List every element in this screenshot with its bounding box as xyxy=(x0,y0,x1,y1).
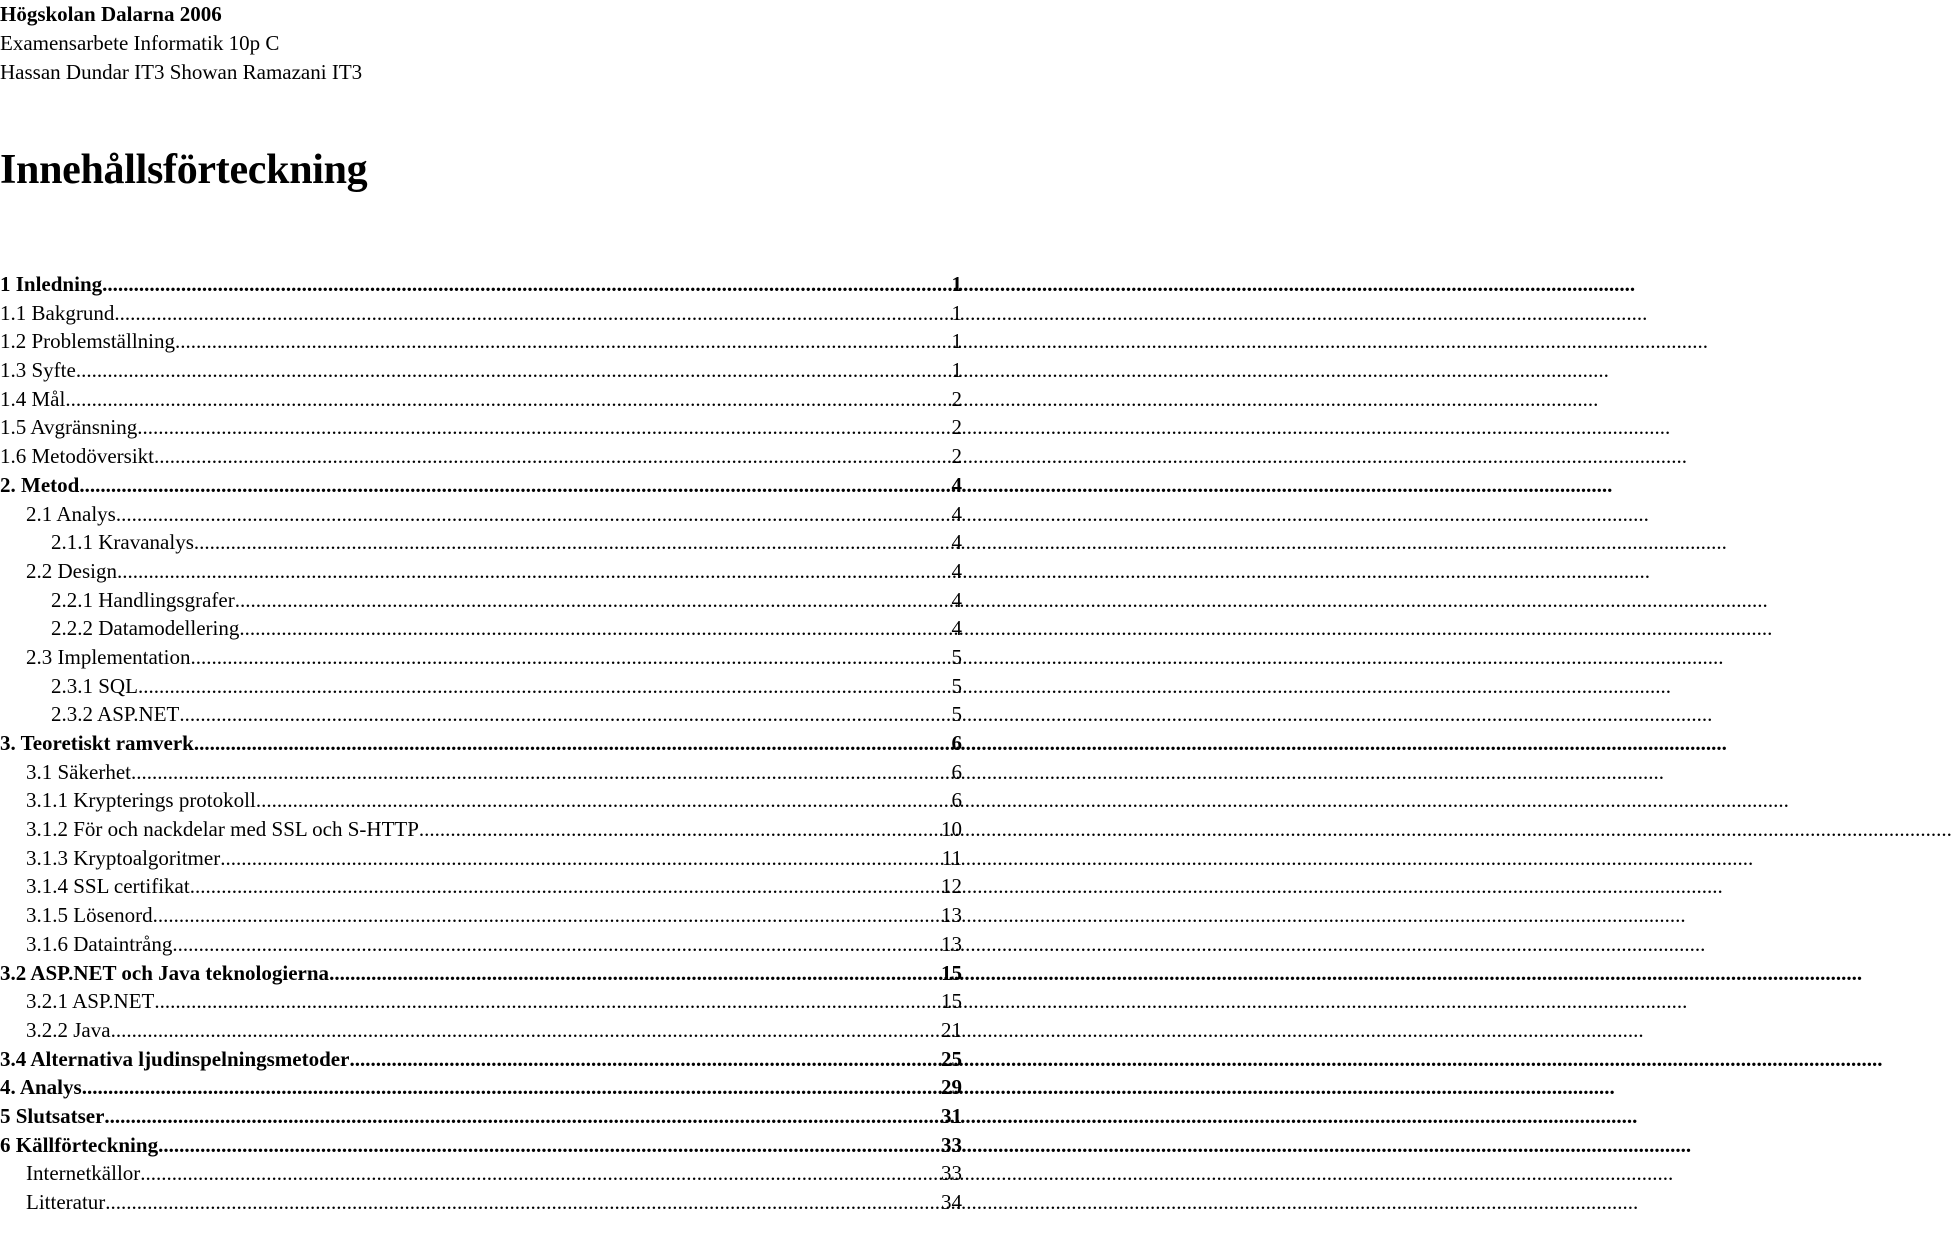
toc-dot-leader xyxy=(175,327,948,356)
toc-entry-label: 3.1.5 Lösenord xyxy=(26,903,153,928)
toc-entry-label: 2.3.1 SQL xyxy=(51,673,138,698)
toc-dot-leader xyxy=(154,987,937,1016)
toc-dot-leader xyxy=(82,1073,937,1102)
toc-dot-leader xyxy=(349,1045,937,1074)
toc-entry-label: 3.2 ASP.NET och Java teknologierna xyxy=(0,960,330,985)
toc-entry-page-number: 1 xyxy=(951,272,962,296)
toc-entry-page-number: 2 xyxy=(951,415,962,440)
toc-dot-leader xyxy=(239,614,947,643)
toc-entry-label: 3.1.3 Kryptoalgoritmer xyxy=(26,845,221,870)
toc-entry-page-number: 12 xyxy=(941,874,962,899)
toc-entry-label: 2.1.1 Kravanalys xyxy=(51,530,194,555)
toc-entry-label: 1.4 Mål xyxy=(0,386,66,411)
toc-dot-leader xyxy=(235,586,948,615)
toc-dot-leader xyxy=(329,959,937,988)
toc-entry-label: 5 Slutsatser xyxy=(0,1103,105,1128)
toc-dot-leader xyxy=(131,758,948,787)
toc-entry[interactable] xyxy=(0,959,962,988)
toc-entry-page-number: 6 xyxy=(951,759,962,784)
toc-entry-page-number: 11 xyxy=(941,845,962,870)
toc-entry[interactable] xyxy=(0,471,962,500)
toc-entry-page-number: 5 xyxy=(951,702,962,727)
toc-entry-page-number: 1 xyxy=(951,300,962,325)
toc-dot-leader xyxy=(220,844,938,873)
toc-entry[interactable] xyxy=(0,557,962,586)
toc-entry[interactable] xyxy=(0,729,962,758)
toc-entry-label: 2.3.2 ASP.NET xyxy=(51,702,180,727)
toc-entry[interactable] xyxy=(0,528,962,557)
toc-entry-label: 3.1.2 För och nackdelar med SSL och S-HTTP xyxy=(26,817,419,842)
toc-entry-label: 4. Analys xyxy=(0,1075,82,1100)
toc-entry-label: 1.6 Metodöversikt xyxy=(0,444,154,469)
header-institution: Högskolan Dalarna 2006 xyxy=(0,2,222,26)
toc-dot-leader xyxy=(194,528,948,557)
toc-entry[interactable] xyxy=(0,872,962,901)
toc-entry-page-number: 4 xyxy=(951,616,962,641)
toc-dot-leader xyxy=(104,1102,937,1131)
toc-entry-page-number: 4 xyxy=(951,558,962,583)
toc-entry[interactable] xyxy=(0,299,962,328)
toc-dot-leader xyxy=(76,356,948,385)
toc-dot-leader xyxy=(158,1131,937,1160)
toc-entry-page-number: 33 xyxy=(941,1161,962,1186)
toc-entry-page-number: 1 xyxy=(951,329,962,354)
toc-entry-label: 3. Teoretiskt ramverk xyxy=(0,731,194,755)
toc-entry[interactable] xyxy=(0,1016,962,1045)
toc-entry[interactable] xyxy=(0,987,962,1016)
toc-entry-label: 2.3 Implementation xyxy=(26,644,191,669)
document-header xyxy=(0,0,362,87)
toc-entry-page-number: 13 xyxy=(941,903,962,928)
toc-dot-leader xyxy=(179,700,947,729)
toc-dot-leader xyxy=(138,672,948,701)
toc-entry-label: 1.2 Problemställning xyxy=(0,329,175,354)
toc-entry-page-number: 33 xyxy=(941,1132,962,1157)
page-title: Innehållsförteckning xyxy=(0,147,368,193)
toc-entry[interactable] xyxy=(0,901,962,930)
toc-entry-label: 3.1.4 SSL certifikat xyxy=(26,874,190,899)
header-authors: Hassan Dundar IT3 Showan Ramazani IT3 xyxy=(0,60,363,84)
toc-entry-label: 2. Metod xyxy=(0,472,80,497)
toc-entry-page-number: 2 xyxy=(951,444,962,469)
toc-entry-page-number: 34 xyxy=(941,1190,962,1214)
toc-entry-page-number: 15 xyxy=(941,989,962,1014)
toc-dot-leader xyxy=(140,1159,937,1188)
toc-dot-leader xyxy=(117,557,948,586)
toc-entry-page-number: 4 xyxy=(951,472,962,497)
toc-entry-label: 6 Källförteckning xyxy=(0,1132,159,1157)
toc-dot-leader xyxy=(116,500,948,529)
toc-entry-label: 2.1 Analys xyxy=(26,501,116,526)
toc-entry-page-number: 5 xyxy=(951,673,962,698)
toc-entry-label: 2.2.1 Handlingsgrafer xyxy=(51,587,235,612)
toc-entry[interactable] xyxy=(0,442,962,471)
toc-entry[interactable] xyxy=(0,700,962,729)
toc-entry-label: 1.3 Syfte xyxy=(0,358,76,383)
toc-dot-leader xyxy=(111,1016,937,1045)
toc-dot-leader xyxy=(79,471,947,500)
toc-entry-page-number: 21 xyxy=(941,1017,962,1042)
toc-entry[interactable] xyxy=(0,385,962,414)
toc-entry-page-number: 5 xyxy=(951,644,962,669)
toc-entry[interactable] xyxy=(0,758,962,787)
toc-dot-leader xyxy=(172,930,937,959)
toc-entry-page-number: 4 xyxy=(951,530,962,555)
toc-dot-leader xyxy=(256,786,948,815)
toc-entry-page-number: 15 xyxy=(941,960,962,985)
toc-entry-page-number: 13 xyxy=(941,931,962,956)
toc-entry-page-number: 10 xyxy=(941,817,962,842)
toc-dot-leader xyxy=(105,1188,937,1217)
toc-entry[interactable] xyxy=(0,844,962,873)
toc-entry-label: 3.2.2 Java xyxy=(26,1017,111,1042)
toc-dot-leader xyxy=(102,270,947,299)
toc-entry-page-number: 25 xyxy=(941,1046,962,1071)
toc-entry[interactable] xyxy=(0,643,962,672)
toc-dot-leader xyxy=(190,872,937,901)
toc-dot-leader xyxy=(194,729,948,758)
toc-entry-label: 1.5 Avgränsning xyxy=(0,415,138,440)
toc-entry[interactable] xyxy=(0,270,962,299)
toc-dot-leader xyxy=(154,442,948,471)
toc-dot-leader xyxy=(153,901,937,930)
toc-dot-leader xyxy=(65,385,947,414)
toc-entry[interactable] xyxy=(0,500,962,529)
toc-entry-label: 1 Inledning xyxy=(0,272,103,296)
toc-entry-label: 3.1.1 Krypterings protokoll xyxy=(26,788,256,813)
toc-entry-page-number: 31 xyxy=(941,1103,962,1128)
toc-entry[interactable] xyxy=(0,327,962,356)
toc-entry-label: 2.2 Design xyxy=(26,558,117,583)
toc-entry-page-number: 2 xyxy=(951,386,962,411)
toc-dot-leader xyxy=(419,815,937,844)
toc-entry[interactable] xyxy=(0,1188,962,1217)
header-course: Examensarbete Informatik 10p C xyxy=(0,31,280,55)
toc-entry-page-number: 1 xyxy=(951,358,962,383)
toc-entry[interactable] xyxy=(0,786,962,815)
toc-entry[interactable] xyxy=(0,1131,962,1160)
toc-entry-label: 1.1 Bakgrund xyxy=(0,300,115,325)
toc-entry[interactable] xyxy=(0,1045,962,1074)
toc-entry-page-number: 4 xyxy=(951,587,962,612)
toc-entry[interactable] xyxy=(0,586,962,615)
toc-entry-label: 3.4 Alternativa ljudinspelningsmetoder xyxy=(0,1046,350,1071)
toc-entry-label: 3.1.6 Dataintrång xyxy=(26,931,173,956)
toc-dot-leader xyxy=(190,643,947,672)
toc-entry[interactable] xyxy=(0,356,962,385)
toc-entry[interactable] xyxy=(0,614,962,643)
toc-entry[interactable] xyxy=(0,413,962,442)
toc-entry[interactable] xyxy=(0,815,962,844)
table-of-contents xyxy=(0,270,962,1217)
toc-entry[interactable] xyxy=(0,1159,962,1188)
toc-entry-label: 3.1 Säkerhet xyxy=(26,759,131,784)
toc-entry-label: 2.2.2 Datamodellering xyxy=(51,616,240,641)
toc-entry[interactable] xyxy=(0,1073,962,1102)
toc-dot-leader xyxy=(114,299,947,328)
toc-entry[interactable] xyxy=(0,1102,962,1131)
toc-entry-label: 3.2.1 ASP.NET xyxy=(26,989,155,1014)
toc-entry[interactable] xyxy=(0,672,962,701)
toc-entry-label: Litteratur xyxy=(26,1190,106,1214)
toc-dot-leader xyxy=(137,413,947,442)
toc-entry-page-number: 6 xyxy=(951,788,962,813)
toc-entry-label: Internetkällor xyxy=(26,1161,141,1186)
toc-entry[interactable] xyxy=(0,930,962,959)
toc-entry-page-number: 6 xyxy=(951,731,962,755)
toc-entry-page-number: 4 xyxy=(951,501,962,526)
toc-entry-page-number: 29 xyxy=(941,1075,962,1100)
